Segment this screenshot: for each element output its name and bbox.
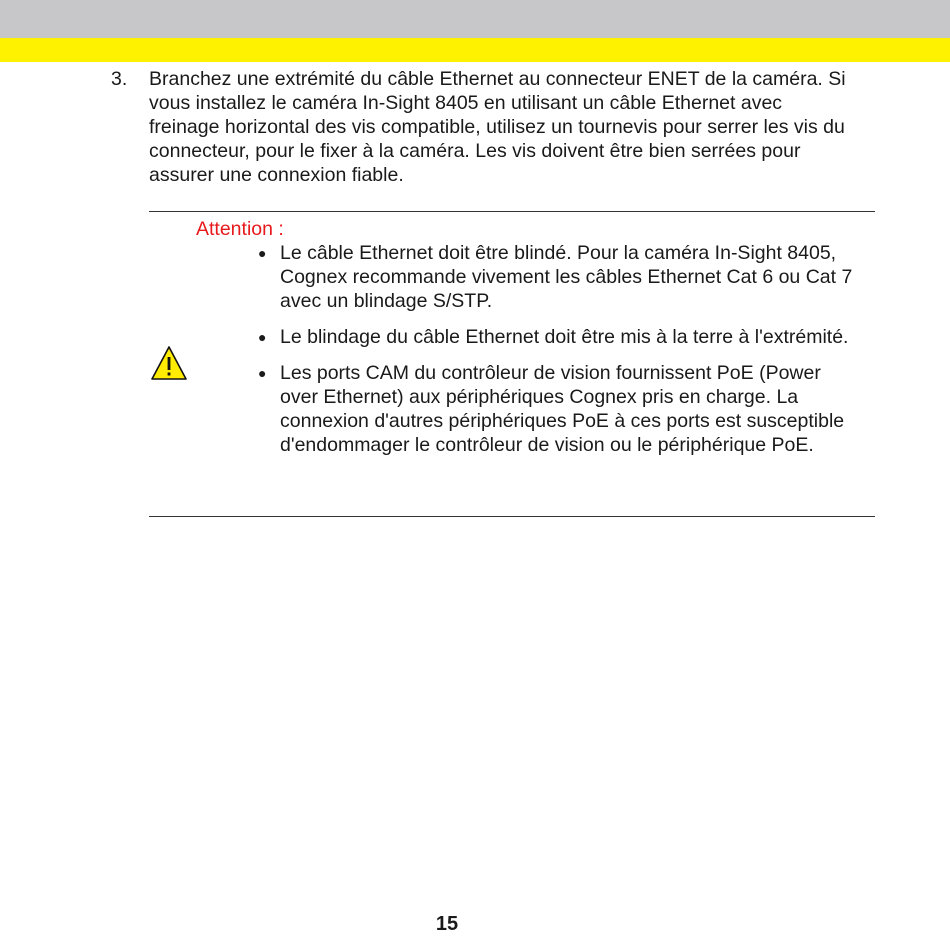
page-number: 15 — [435, 913, 459, 935]
bullet-icon: ● — [258, 365, 267, 381]
step-text: Branchez une extrémité du câble Ethernet au connecteur ENET de la caméra. Si vous installez le caméra In-Sight 8405 en utilisant un câble Ethernet avec freinage horizontal des vis compatible, utilisez un tournevis pour serrer les vis du connecteur, pour le fixer à la caméra. Les vis doivent être bien serrées pour assurer une connexion fiable. — [149, 68, 846, 186]
warning-triangle-icon — [150, 345, 188, 381]
header-gray-bar — [0, 0, 950, 38]
bullet-icon: ● — [258, 329, 267, 345]
list-item-text: Les ports CAM du contrôleur de vision fournissent PoE (Power over Ethernet) aux périphériques Cognex pris en charge. La connexion d'autres périphériques PoE à ces ports est susceptible d'endommager le contrôleur de vision ou le périphérique PoE. — [280, 362, 845, 456]
list-item — [258, 325, 858, 349]
caution-top-rule — [149, 211, 875, 212]
caution-bottom-rule — [149, 516, 875, 517]
caution-list — [258, 241, 858, 469]
list-item-text: Le câble Ethernet doit être blindé. Pour la caméra In-Sight 8405, Cognex recommande vivement les câbles Ethernet Cat 6 ou Cat 7 avec un blindage S/STP. — [280, 242, 853, 312]
caution-colon: : — [272, 218, 284, 240]
caution-heading — [196, 217, 284, 241]
caution-label: Attention — [196, 218, 273, 240]
header-yellow-bar — [0, 38, 950, 62]
list-item-text: Le blindage du câble Ethernet doit être mis à la terre à l'extrémité. — [280, 326, 849, 348]
step-number: 3. — [111, 68, 128, 90]
list-item — [258, 241, 858, 313]
bullet-icon: ● — [258, 245, 267, 261]
list-item — [258, 361, 858, 457]
